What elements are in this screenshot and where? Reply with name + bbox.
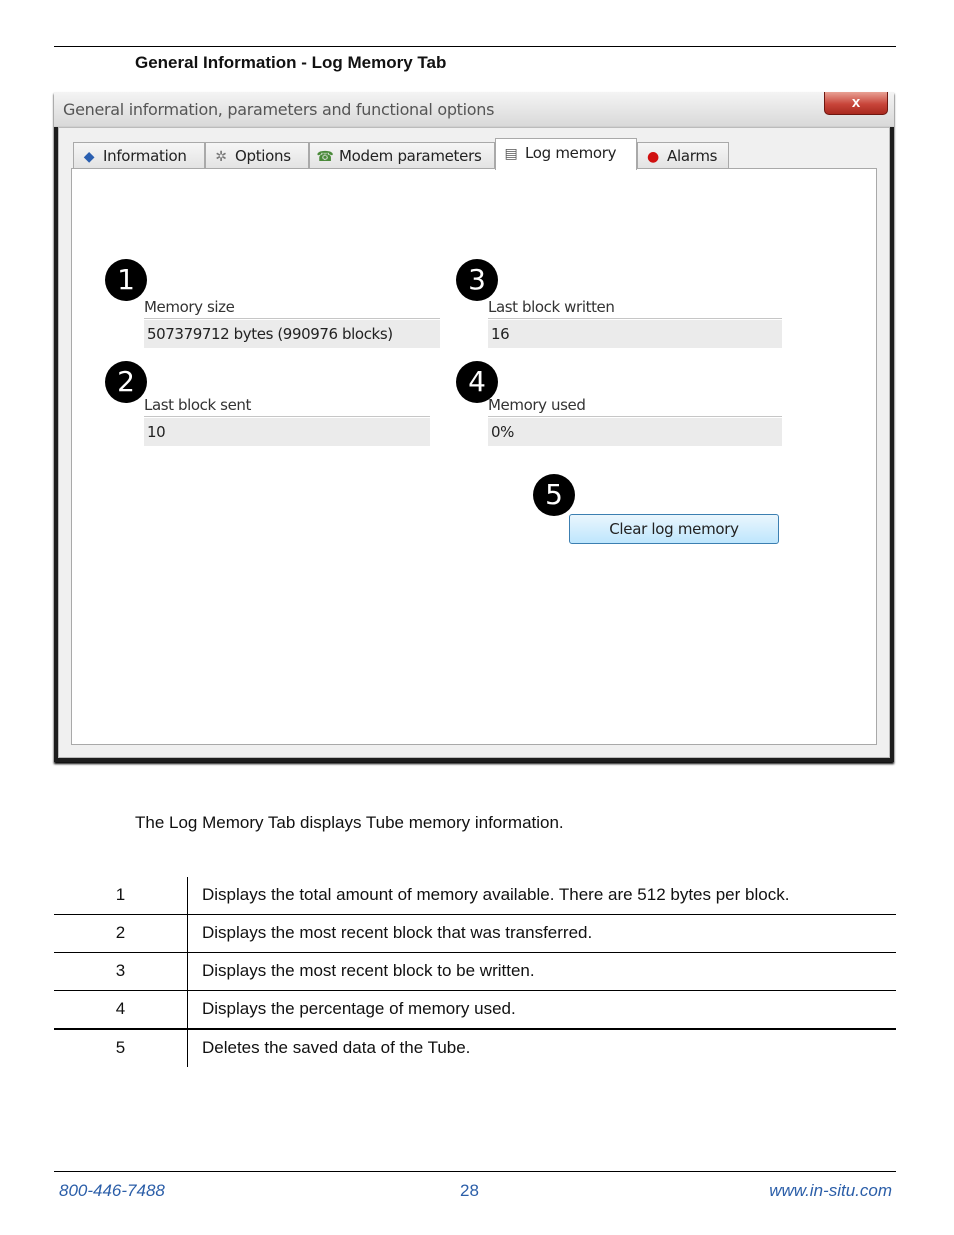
clear-log-memory-button[interactable]: Clear log memory [569,514,779,544]
info-icon: ◆ [83,149,95,165]
close-icon: x [851,94,861,111]
table-row [54,915,896,953]
tab-label: Information [103,147,187,165]
row-description: Displays the total amount of memory available. There are 512 bytes per block. [202,885,790,904]
memory-size-value[interactable]: 507379712 bytes (990976 blocks) [144,320,440,348]
row-description: Displays the percentage of memory used. [202,999,516,1018]
callout-5: 5 [533,474,575,516]
callout-2: 2 [105,361,147,403]
last-block-written-value[interactable]: 16 [488,320,782,348]
tab-modem-parameters[interactable] [309,142,495,168]
callout-3: 3 [456,259,498,301]
memory-used-label: Memory used [488,396,586,414]
settings-window [54,92,894,762]
footer-phone: 800-446-7488 [59,1181,165,1200]
gears-icon: ✲ [215,149,227,165]
tab-label: Alarms [667,147,718,165]
table-row [54,877,896,915]
memory-used-divider [488,416,782,417]
last-block-sent-divider [144,416,430,417]
table-row [54,953,896,991]
footer-rule [54,1171,896,1172]
row-description: Deletes the saved data of the Tube. [202,1038,471,1057]
tab-label: Modem parameters [339,147,482,165]
tab-label: Log memory [525,144,617,162]
last-block-written-label: Last block written [488,298,615,316]
modem-icon: ☎ [316,149,334,165]
memory-icon: ▤ [504,146,518,162]
log-memory-panel [71,168,877,745]
memory-size-label: Memory size [144,298,235,316]
row-number: 5 [54,1030,188,1067]
last-block-sent-value[interactable]: 10 [144,418,430,446]
row-number: 4 [54,991,188,1028]
table-row [54,991,896,1030]
footer-page-number: 28 [460,1181,479,1200]
callout-4: 4 [456,361,498,403]
row-description: Displays the most recent block that was transferred. [202,923,593,942]
close-button[interactable] [824,92,888,115]
tab-label: Options [235,147,291,165]
tab-options[interactable] [205,142,309,168]
intro-text: The Log Memory Tab displays Tube memory information. [135,813,564,832]
window-title: General information, parameters and functional options [63,100,495,119]
top-rule [54,46,896,47]
table-row [54,1030,896,1067]
memory-size-divider [144,318,440,319]
row-description: Displays the most recent block to be written. [202,961,535,980]
tab-log-memory[interactable] [495,138,637,170]
tab-alarms[interactable] [637,142,729,168]
row-number: 2 [54,915,188,952]
last-block-sent-label: Last block sent [144,396,252,414]
window-client [58,127,890,758]
footer-website-link[interactable]: www.in-situ.com [769,1181,892,1200]
section-title: General Information - Log Memory Tab [135,53,447,72]
callout-1: 1 [105,259,147,301]
last-block-written-divider [488,318,782,319]
row-number: 1 [54,877,188,914]
tab-information[interactable] [73,142,205,168]
memory-used-value[interactable]: 0% [488,418,782,446]
row-number: 3 [54,953,188,990]
window-titlebar[interactable] [54,92,894,127]
callout-table [54,877,896,1067]
alarm-icon: ● [647,149,659,165]
